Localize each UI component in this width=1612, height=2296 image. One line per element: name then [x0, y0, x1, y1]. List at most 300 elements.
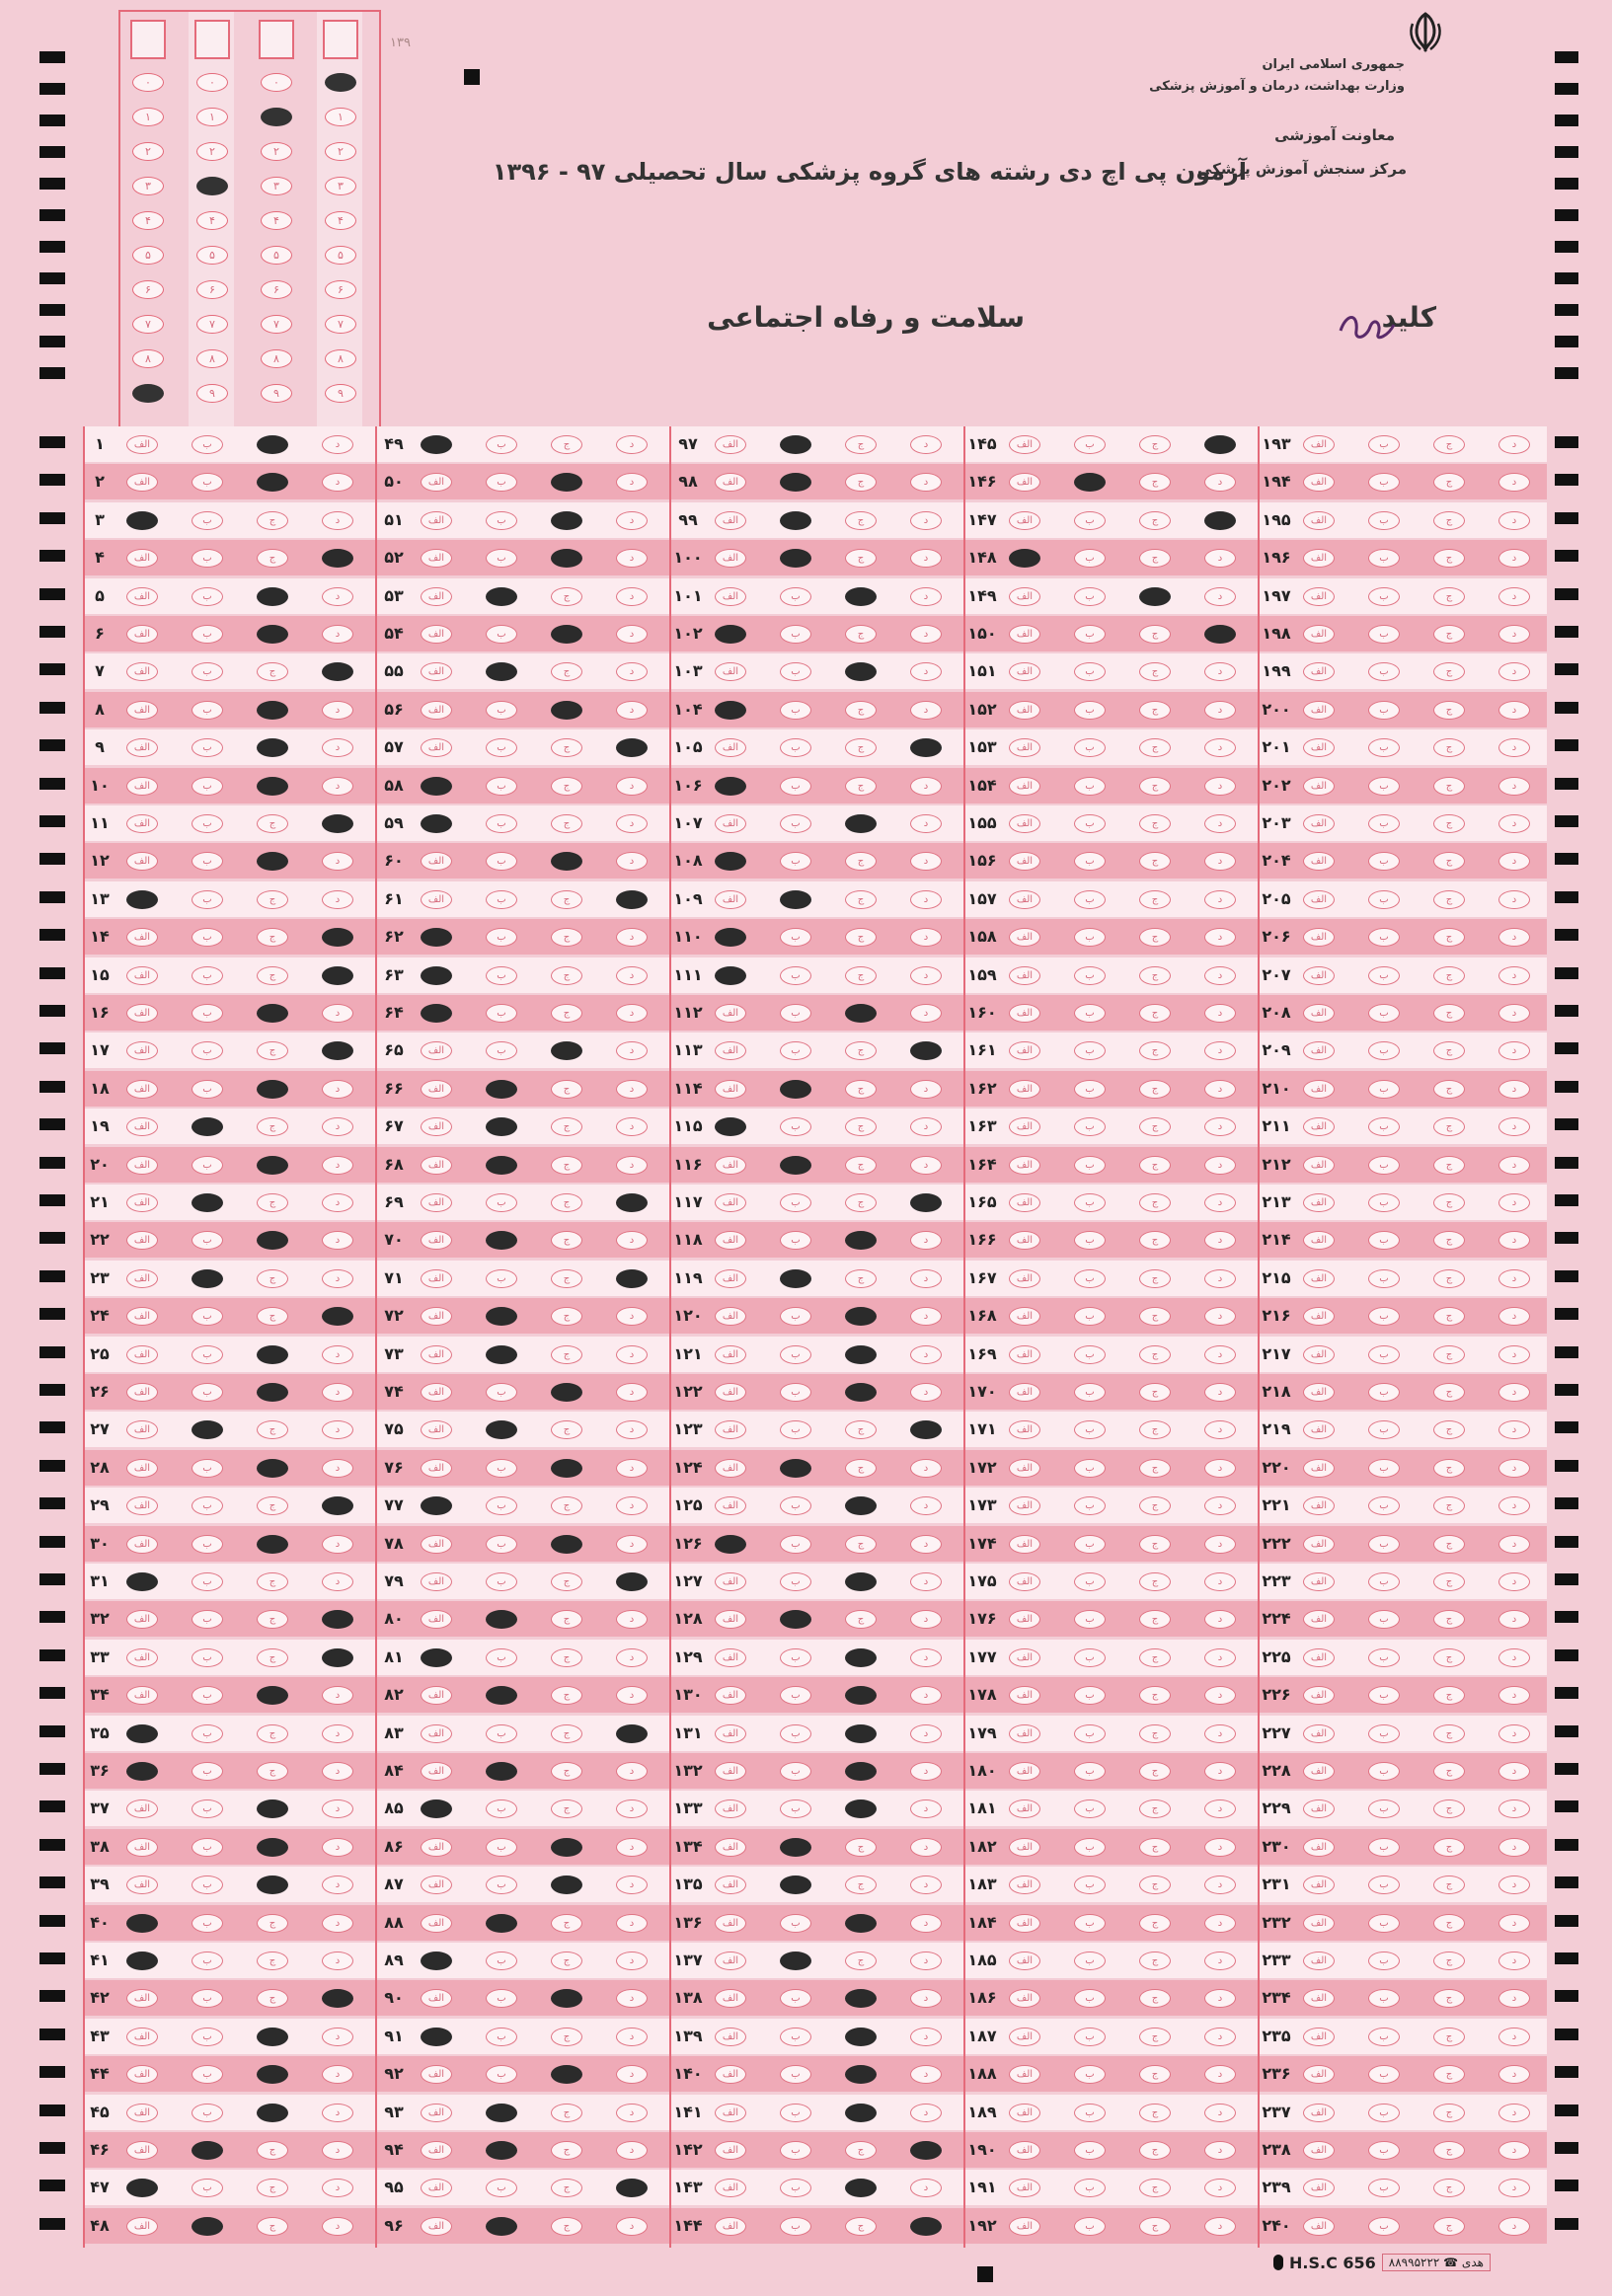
answer-bubble[interactable]: د — [1498, 701, 1530, 720]
answer-bubble[interactable]: ج — [1139, 1762, 1171, 1781]
answer-bubble[interactable]: الف — [421, 1535, 452, 1554]
answer-bubble[interactable]: ج — [845, 1875, 877, 1894]
answer-bubble[interactable]: ج — [1139, 701, 1171, 720]
answer-bubble[interactable]: د — [910, 1269, 942, 1288]
answer-bubble[interactable]: د — [616, 1156, 648, 1175]
answer-bubble[interactable]: ج — [257, 1117, 288, 1136]
answer-bubble[interactable]: ج — [1433, 662, 1465, 681]
answer-bubble[interactable]: ب — [486, 1838, 517, 1857]
answer-bubble[interactable]: الف — [1009, 814, 1040, 833]
answer-bubble[interactable]: د — [616, 1307, 648, 1326]
answer-bubble[interactable]: الف — [421, 1156, 452, 1175]
answer-bubble[interactable]: ب — [1074, 738, 1106, 757]
answer-bubble[interactable]: د — [1204, 2065, 1236, 2084]
answer-bubble[interactable]: الف — [1303, 1041, 1335, 1060]
answer-bubble[interactable]: الف — [1009, 1648, 1040, 1667]
answer-bubble[interactable]: الف — [715, 890, 746, 909]
answer-bubble[interactable]: ج — [551, 2141, 582, 2160]
answer-bubble[interactable] — [486, 1420, 517, 1439]
answer-bubble[interactable]: ب — [1368, 473, 1400, 492]
answer-bubble[interactable]: ب — [192, 549, 223, 568]
answer-bubble[interactable]: الف — [1303, 1724, 1335, 1743]
answer-bubble[interactable]: د — [1498, 1041, 1530, 1060]
answer-bubble[interactable]: الف — [126, 928, 158, 947]
answer-bubble[interactable]: الف — [1303, 890, 1335, 909]
answer-bubble[interactable]: د — [616, 852, 648, 871]
answer-bubble[interactable]: ب — [780, 2104, 811, 2122]
answer-bubble[interactable]: د — [910, 2104, 942, 2122]
answer-bubble[interactable]: ج — [257, 890, 288, 909]
answer-bubble[interactable]: د — [910, 1610, 942, 1629]
answer-bubble[interactable]: ب — [486, 1269, 517, 1288]
answer-bubble[interactable] — [322, 662, 353, 681]
answer-bubble[interactable]: د — [910, 549, 942, 568]
answer-bubble[interactable]: ج — [1139, 625, 1171, 644]
answer-bubble[interactable] — [486, 2217, 517, 2236]
answer-bubble[interactable]: ب — [780, 1193, 811, 1212]
answer-bubble[interactable]: ب — [192, 1875, 223, 1894]
answer-bubble[interactable]: الف — [1009, 662, 1040, 681]
answer-bubble[interactable]: د — [1498, 966, 1530, 985]
answer-bubble[interactable]: د — [1498, 549, 1530, 568]
answer-bubble[interactable]: ج — [551, 1080, 582, 1099]
answer-bubble[interactable]: د — [910, 2065, 942, 2084]
answer-bubble[interactable]: ب — [1074, 1269, 1106, 1288]
answer-bubble[interactable]: الف — [1303, 1952, 1335, 1970]
answer-bubble[interactable]: ب — [192, 587, 223, 606]
answer-bubble[interactable]: ب — [192, 701, 223, 720]
answer-bubble[interactable]: د — [1498, 1989, 1530, 2008]
answer-bubble[interactable]: د — [1498, 852, 1530, 871]
answer-bubble[interactable]: ب — [780, 1345, 811, 1364]
answer-bubble[interactable]: ب — [1074, 1004, 1106, 1023]
answer-bubble[interactable] — [486, 1762, 517, 1781]
answer-bubble[interactable]: ج — [845, 1535, 877, 1554]
answer-bubble[interactable]: د — [910, 814, 942, 833]
answer-bubble[interactable]: ج — [1139, 662, 1171, 681]
answer-bubble[interactable]: الف — [715, 1724, 746, 1743]
answer-bubble[interactable]: ج — [1139, 1193, 1171, 1212]
answer-bubble[interactable]: ج — [551, 1914, 582, 1933]
answer-bubble[interactable]: ج — [845, 738, 877, 757]
answer-bubble[interactable]: الف — [421, 1041, 452, 1060]
answer-bubble[interactable]: ج — [1139, 1117, 1171, 1136]
answer-bubble[interactable]: ب — [780, 1724, 811, 1743]
answer-bubble[interactable]: الف — [1009, 1041, 1040, 1060]
answer-bubble[interactable]: ج — [1433, 1307, 1465, 1326]
answer-bubble[interactable]: الف — [126, 701, 158, 720]
answer-bubble[interactable]: ج — [1433, 511, 1465, 530]
answer-bubble[interactable]: د — [1498, 1799, 1530, 1818]
answer-bubble[interactable]: ج — [257, 928, 288, 947]
answer-bubble[interactable]: د — [322, 473, 353, 492]
answer-bubble[interactable]: د — [616, 662, 648, 681]
answer-bubble[interactable]: ج — [1433, 1535, 1465, 1554]
answer-bubble[interactable]: الف — [715, 1799, 746, 1818]
answer-bubble[interactable]: الف — [421, 549, 452, 568]
answer-bubble[interactable]: ج — [1139, 1572, 1171, 1591]
code-bubble[interactable]: ۳ — [325, 177, 356, 195]
answer-bubble[interactable] — [845, 587, 877, 606]
answer-bubble[interactable]: الف — [1303, 2141, 1335, 2160]
answer-bubble[interactable]: ج — [1139, 1799, 1171, 1818]
answer-bubble[interactable]: د — [1204, 852, 1236, 871]
answer-bubble[interactable]: ب — [1368, 738, 1400, 757]
answer-bubble[interactable] — [257, 473, 288, 492]
answer-bubble[interactable]: ب — [486, 1724, 517, 1743]
answer-bubble[interactable]: ج — [551, 1724, 582, 1743]
answer-bubble[interactable]: الف — [715, 814, 746, 833]
answer-bubble[interactable]: ج — [1139, 2141, 1171, 2160]
answer-bubble[interactable]: ج — [1139, 511, 1171, 530]
answer-bubble[interactable]: ج — [551, 1572, 582, 1591]
answer-bubble[interactable]: د — [1498, 1572, 1530, 1591]
answer-bubble[interactable] — [421, 2028, 452, 2046]
answer-bubble[interactable]: ج — [1139, 852, 1171, 871]
answer-bubble[interactable]: ب — [780, 1420, 811, 1439]
answer-bubble[interactable]: ب — [780, 2141, 811, 2160]
answer-bubble[interactable]: د — [910, 1762, 942, 1781]
code-bubble[interactable]: ۹ — [196, 384, 228, 403]
answer-bubble[interactable]: د — [910, 1004, 942, 1023]
answer-bubble[interactable]: الف — [421, 701, 452, 720]
answer-bubble[interactable]: الف — [126, 2028, 158, 2046]
answer-bubble[interactable]: ج — [1139, 777, 1171, 796]
answer-bubble[interactable]: د — [1498, 1156, 1530, 1175]
answer-bubble[interactable]: الف — [715, 1762, 746, 1781]
answer-bubble[interactable]: ج — [845, 1117, 877, 1136]
answer-bubble[interactable] — [845, 814, 877, 833]
answer-bubble[interactable]: ب — [1074, 701, 1106, 720]
answer-bubble[interactable]: الف — [1303, 1799, 1335, 1818]
answer-bubble[interactable]: الف — [1303, 1838, 1335, 1857]
code-bubble[interactable]: ۴ — [132, 211, 164, 230]
answer-bubble[interactable] — [421, 435, 452, 454]
answer-bubble[interactable]: ب — [486, 777, 517, 796]
answer-bubble[interactable]: د — [322, 435, 353, 454]
answer-bubble[interactable] — [1204, 511, 1236, 530]
answer-bubble[interactable]: ج — [1433, 2065, 1465, 2084]
answer-bubble[interactable]: الف — [1009, 1345, 1040, 1364]
answer-bubble[interactable]: الف — [1303, 1648, 1335, 1667]
answer-bubble[interactable]: الف — [421, 1875, 452, 1894]
answer-bubble[interactable]: الف — [1009, 1724, 1040, 1743]
answer-bubble[interactable] — [322, 1496, 353, 1515]
answer-bubble[interactable]: ب — [1074, 662, 1106, 681]
answer-bubble[interactable]: ج — [845, 890, 877, 909]
answer-bubble[interactable]: الف — [1303, 1117, 1335, 1136]
answer-bubble[interactable]: د — [910, 1535, 942, 1554]
answer-bubble[interactable]: الف — [126, 1535, 158, 1554]
answer-bubble[interactable]: ج — [551, 1610, 582, 1629]
answer-bubble[interactable]: ب — [486, 1648, 517, 1667]
answer-bubble[interactable]: الف — [1303, 1762, 1335, 1781]
answer-bubble[interactable]: الف — [421, 852, 452, 871]
answer-bubble[interactable]: الف — [1303, 1231, 1335, 1250]
answer-bubble[interactable]: الف — [421, 1838, 452, 1857]
answer-bubble[interactable]: ب — [192, 852, 223, 871]
answer-bubble[interactable]: د — [616, 2028, 648, 2046]
answer-bubble[interactable]: ب — [1368, 549, 1400, 568]
answer-bubble[interactable]: الف — [421, 1117, 452, 1136]
answer-bubble[interactable]: الف — [421, 1459, 452, 1478]
code-bubble[interactable]: ۵ — [261, 246, 292, 265]
answer-bubble[interactable]: د — [322, 587, 353, 606]
code-bubble[interactable]: ۳ — [261, 177, 292, 195]
answer-bubble[interactable]: ب — [192, 1307, 223, 1326]
answer-bubble[interactable] — [257, 852, 288, 871]
answer-bubble[interactable] — [780, 473, 811, 492]
answer-bubble[interactable]: ج — [257, 1762, 288, 1781]
answer-bubble[interactable]: ب — [1368, 511, 1400, 530]
code-bubble[interactable]: ۱ — [325, 108, 356, 126]
answer-bubble[interactable]: د — [910, 1572, 942, 1591]
answer-bubble[interactable] — [322, 1648, 353, 1667]
answer-bubble[interactable]: ج — [551, 1496, 582, 1515]
code-bubble[interactable]: ۹ — [261, 384, 292, 403]
answer-bubble[interactable]: ج — [257, 2141, 288, 2160]
answer-bubble[interactable]: ج — [257, 549, 288, 568]
answer-bubble[interactable]: ج — [1433, 549, 1465, 568]
answer-bubble[interactable]: ج — [1433, 2141, 1465, 2160]
answer-bubble[interactable]: ب — [1368, 966, 1400, 985]
answer-bubble[interactable]: الف — [421, 1914, 452, 1933]
answer-bubble[interactable]: الف — [1303, 1345, 1335, 1364]
answer-bubble[interactable]: ب — [1368, 625, 1400, 644]
answer-bubble[interactable]: د — [910, 1117, 942, 1136]
answer-bubble[interactable]: الف — [126, 1041, 158, 1060]
answer-bubble[interactable] — [257, 1004, 288, 1023]
answer-bubble[interactable]: ب — [780, 1686, 811, 1705]
answer-bubble[interactable]: الف — [1009, 435, 1040, 454]
answer-bubble[interactable]: د — [1498, 1459, 1530, 1478]
answer-bubble[interactable] — [421, 1648, 452, 1667]
answer-bubble[interactable]: الف — [1303, 1383, 1335, 1402]
answer-bubble[interactable]: د — [1204, 1231, 1236, 1250]
answer-bubble[interactable] — [257, 2065, 288, 2084]
answer-bubble[interactable]: ب — [486, 701, 517, 720]
answer-bubble[interactable]: ب — [486, 511, 517, 530]
code-bubble[interactable]: ۸ — [132, 349, 164, 368]
answer-bubble[interactable]: د — [1204, 928, 1236, 947]
answer-bubble[interactable]: ب — [1074, 2104, 1106, 2122]
answer-bubble[interactable]: د — [616, 814, 648, 833]
answer-bubble[interactable]: الف — [421, 738, 452, 757]
answer-bubble[interactable]: د — [616, 1496, 648, 1515]
answer-bubble[interactable] — [780, 1156, 811, 1175]
answer-bubble[interactable]: الف — [126, 1156, 158, 1175]
answer-bubble[interactable]: د — [1498, 1648, 1530, 1667]
answer-bubble[interactable] — [421, 1004, 452, 1023]
answer-bubble[interactable]: ج — [551, 738, 582, 757]
answer-bubble[interactable]: د — [1204, 1004, 1236, 1023]
answer-bubble[interactable]: ج — [257, 662, 288, 681]
answer-bubble[interactable]: د — [616, 1231, 648, 1250]
answer-bubble[interactable]: ب — [1368, 1914, 1400, 1933]
answer-bubble[interactable]: ب — [1074, 1914, 1106, 1933]
answer-bubble[interactable] — [421, 1496, 452, 1515]
answer-bubble[interactable]: ج — [257, 1572, 288, 1591]
answer-bubble[interactable]: د — [1204, 1724, 1236, 1743]
answer-bubble[interactable]: ج — [845, 2141, 877, 2160]
answer-bubble[interactable]: ج — [1433, 1610, 1465, 1629]
answer-bubble[interactable] — [486, 1307, 517, 1326]
answer-bubble[interactable]: الف — [1303, 1080, 1335, 1099]
answer-bubble[interactable]: ج — [1433, 1004, 1465, 1023]
answer-bubble[interactable]: ب — [192, 1952, 223, 1970]
answer-bubble[interactable]: ج — [1433, 890, 1465, 909]
answer-bubble[interactable]: د — [1498, 435, 1530, 454]
answer-bubble[interactable]: ج — [1433, 473, 1465, 492]
answer-bubble[interactable]: د — [616, 1420, 648, 1439]
answer-bubble[interactable]: ب — [1368, 1041, 1400, 1060]
answer-bubble[interactable]: ج — [845, 435, 877, 454]
answer-bubble[interactable] — [715, 777, 746, 796]
answer-bubble[interactable]: ج — [845, 777, 877, 796]
answer-bubble[interactable] — [780, 1459, 811, 1478]
answer-bubble[interactable]: د — [1498, 1686, 1530, 1705]
answer-bubble[interactable]: د — [910, 662, 942, 681]
answer-bubble[interactable]: د — [1204, 473, 1236, 492]
answer-bubble[interactable]: د — [322, 2028, 353, 2046]
answer-bubble[interactable]: د — [1498, 1307, 1530, 1326]
answer-bubble[interactable]: ب — [1074, 511, 1106, 530]
answer-bubble[interactable] — [551, 1459, 582, 1478]
answer-bubble[interactable]: د — [616, 1952, 648, 1970]
answer-bubble[interactable]: الف — [1303, 852, 1335, 871]
answer-bubble[interactable]: د — [1204, 1080, 1236, 1099]
answer-bubble[interactable]: الف — [1009, 1875, 1040, 1894]
answer-bubble[interactable]: ب — [780, 1496, 811, 1515]
answer-bubble[interactable]: ج — [1433, 1080, 1465, 1099]
code-bubble[interactable]: ۲ — [196, 142, 228, 161]
answer-bubble[interactable]: الف — [1303, 1989, 1335, 2008]
answer-bubble[interactable]: ب — [1368, 1459, 1400, 1478]
answer-bubble[interactable]: ب — [1368, 662, 1400, 681]
answer-bubble[interactable]: الف — [421, 2104, 452, 2122]
answer-bubble[interactable]: ج — [1139, 1952, 1171, 1970]
answer-bubble[interactable]: ج — [257, 814, 288, 833]
answer-bubble[interactable]: ج — [1433, 2028, 1465, 2046]
answer-bubble[interactable]: ج — [1433, 1724, 1465, 1743]
answer-bubble[interactable]: ب — [192, 1762, 223, 1781]
answer-bubble[interactable]: ج — [551, 1345, 582, 1364]
answer-bubble[interactable]: ج — [1433, 966, 1465, 985]
answer-bubble[interactable]: الف — [715, 1269, 746, 1288]
answer-bubble[interactable]: د — [616, 1610, 648, 1629]
answer-bubble[interactable]: د — [1204, 701, 1236, 720]
answer-bubble[interactable]: د — [322, 1724, 353, 1743]
answer-bubble[interactable] — [845, 662, 877, 681]
answer-bubble[interactable]: ج — [1139, 966, 1171, 985]
code-digit-box[interactable] — [323, 20, 358, 59]
answer-bubble[interactable]: د — [616, 1989, 648, 2008]
answer-bubble[interactable] — [1009, 549, 1040, 568]
answer-bubble[interactable]: د — [1204, 738, 1236, 757]
answer-bubble[interactable]: ج — [845, 511, 877, 530]
answer-bubble[interactable]: ب — [780, 928, 811, 947]
answer-bubble[interactable]: ج — [1433, 1269, 1465, 1288]
answer-bubble[interactable]: ب — [192, 777, 223, 796]
answer-bubble[interactable]: د — [616, 1080, 648, 1099]
answer-bubble[interactable]: د — [1204, 1838, 1236, 1857]
answer-bubble[interactable]: د — [1204, 1799, 1236, 1818]
answer-bubble[interactable] — [486, 1156, 517, 1175]
code-bubble[interactable] — [132, 384, 164, 403]
answer-bubble[interactable]: ب — [780, 587, 811, 606]
answer-bubble[interactable]: د — [616, 1875, 648, 1894]
answer-bubble[interactable] — [1204, 625, 1236, 644]
answer-bubble[interactable]: د — [1498, 1496, 1530, 1515]
answer-bubble[interactable]: الف — [421, 1572, 452, 1591]
answer-bubble[interactable]: ج — [1433, 928, 1465, 947]
answer-bubble[interactable]: د — [910, 777, 942, 796]
answer-bubble[interactable] — [780, 1269, 811, 1288]
answer-bubble[interactable] — [616, 1724, 648, 1743]
answer-bubble[interactable]: ب — [1074, 814, 1106, 833]
answer-bubble[interactable]: الف — [421, 2179, 452, 2197]
answer-bubble[interactable]: ب — [192, 473, 223, 492]
answer-bubble[interactable]: الف — [715, 473, 746, 492]
answer-bubble[interactable]: د — [322, 1799, 353, 1818]
answer-bubble[interactable] — [421, 814, 452, 833]
answer-bubble[interactable]: ب — [192, 1156, 223, 1175]
answer-bubble[interactable]: د — [1204, 1156, 1236, 1175]
code-bubble[interactable]: ۸ — [325, 349, 356, 368]
answer-bubble[interactable]: الف — [715, 738, 746, 757]
answer-bubble[interactable] — [322, 814, 353, 833]
answer-bubble[interactable]: ج — [845, 852, 877, 871]
answer-bubble[interactable]: د — [1204, 2028, 1236, 2046]
answer-bubble[interactable]: ج — [1139, 1307, 1171, 1326]
answer-bubble[interactable]: الف — [421, 1762, 452, 1781]
answer-bubble[interactable]: الف — [1009, 1080, 1040, 1099]
answer-bubble[interactable]: الف — [1009, 928, 1040, 947]
answer-bubble[interactable]: ج — [551, 1004, 582, 1023]
answer-bubble[interactable] — [845, 2179, 877, 2197]
answer-bubble[interactable]: د — [1498, 2179, 1530, 2197]
answer-bubble[interactable]: ج — [1139, 1648, 1171, 1667]
answer-bubble[interactable]: الف — [1303, 1610, 1335, 1629]
answer-bubble[interactable]: د — [322, 1156, 353, 1175]
answer-bubble[interactable]: ج — [1139, 2217, 1171, 2236]
answer-bubble[interactable]: الف — [421, 1420, 452, 1439]
code-bubble[interactable]: ۶ — [196, 280, 228, 299]
answer-bubble[interactable]: ب — [1368, 1610, 1400, 1629]
answer-bubble[interactable]: الف — [1303, 1686, 1335, 1705]
answer-bubble[interactable]: الف — [1303, 738, 1335, 757]
answer-bubble[interactable]: الف — [1303, 1535, 1335, 1554]
answer-bubble[interactable]: الف — [1303, 1004, 1335, 1023]
answer-bubble[interactable]: د — [1204, 1420, 1236, 1439]
answer-bubble[interactable]: الف — [421, 587, 452, 606]
answer-bubble[interactable]: ب — [192, 928, 223, 947]
answer-bubble[interactable]: د — [1204, 1383, 1236, 1402]
answer-bubble[interactable]: ب — [192, 1041, 223, 1060]
answer-bubble[interactable]: ب — [486, 1989, 517, 2008]
answer-bubble[interactable]: ب — [486, 1496, 517, 1515]
answer-bubble[interactable]: ب — [192, 625, 223, 644]
answer-bubble[interactable]: د — [1204, 1989, 1236, 2008]
answer-bubble[interactable] — [845, 1724, 877, 1743]
answer-bubble[interactable]: ج — [551, 777, 582, 796]
answer-bubble[interactable]: ب — [1368, 2104, 1400, 2122]
answer-bubble[interactable]: ج — [1139, 1004, 1171, 1023]
answer-bubble[interactable] — [910, 2141, 942, 2160]
answer-bubble[interactable]: ج — [1139, 2065, 1171, 2084]
answer-bubble[interactable]: د — [1204, 2141, 1236, 2160]
code-bubble[interactable] — [325, 73, 356, 92]
